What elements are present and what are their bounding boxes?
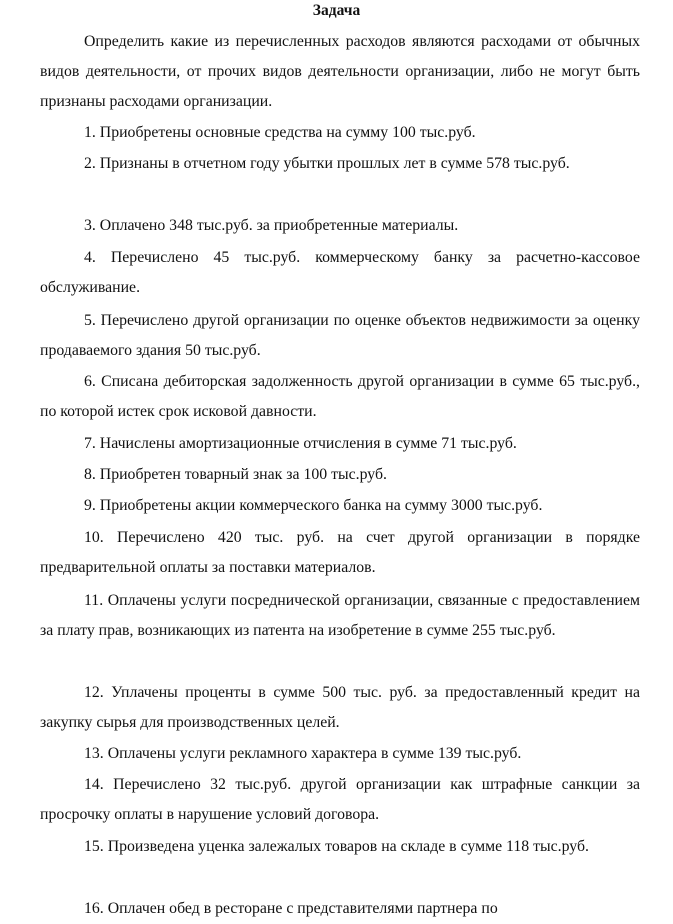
task-item-10: 10. Перечислено 420 тыс. руб. на счет другой организации в порядке предварительной оплаты за поставки материалов. xyxy=(40,529,640,576)
document-title: Задача xyxy=(312,2,361,19)
task-item-11: 11. Оплачены услуги посреднической организации, связанные с предоставлением за плату прав, возникающих из патента на изобретение в сумме 255 тыс.руб. xyxy=(40,592,640,639)
task-item-6: 6. Списана дебиторская задолженность другой организации в сумме 65 тыс.руб., по которой истек срок исковой давности. xyxy=(40,373,640,420)
task-item-2: 2. Признаны в отчетном году убытки прошлых лет в сумме 578 тыс.руб. xyxy=(84,155,570,172)
task-item-5: 5. Перечислено другой организации по оценке объектов недвижимости за оценку продаваемого здания 50 тыс.руб. xyxy=(40,312,640,359)
task-item-12: 12. Уплачены проценты в сумме 500 тыс. руб. за предоставленный кредит на закупку сырья для производственных целей. xyxy=(40,684,640,731)
task-item-8: 8. Приобретен товарный знак за 100 тыс.руб. xyxy=(84,466,387,483)
task-item-15: 15. Произведена уценка залежалых товаров на складе в сумме 118 тыс.руб. xyxy=(84,838,589,855)
intro-paragraph: Определить какие из перечисленных расходов являются расходами от обычных видов деятельности, от прочих видов деятельности организации, либо не могут быть признаны расходами организации. xyxy=(40,33,640,110)
task-item-4: 4. Перечислено 45 тыс.руб. коммерческому банку за расчетно-кассовое обслуживание. xyxy=(40,249,640,296)
task-item-3: 3. Оплачено 348 тыс.руб. за приобретенные материалы. xyxy=(84,217,459,234)
task-item-14: 14. Перечислено 32 тыс.руб. другой организации как штрафные санкции за просрочку оплаты в нарушение условий договора. xyxy=(40,776,640,823)
task-item-7: 7. Начислены амортизационные отчисления в сумме 71 тыс.руб. xyxy=(84,435,517,452)
task-item-16: 16. Оплачен обед в ресторане с представителями партнера по xyxy=(84,900,498,917)
task-item-9: 9. Приобретены акции коммерческого банка на сумму 3000 тыс.руб. xyxy=(84,497,543,514)
task-item-1: 1. Приобретены основные средства на сумму 100 тыс.руб. xyxy=(84,124,476,141)
task-item-13: 13. Оплачены услуги рекламного характера в сумме 139 тыс.руб. xyxy=(84,745,522,762)
